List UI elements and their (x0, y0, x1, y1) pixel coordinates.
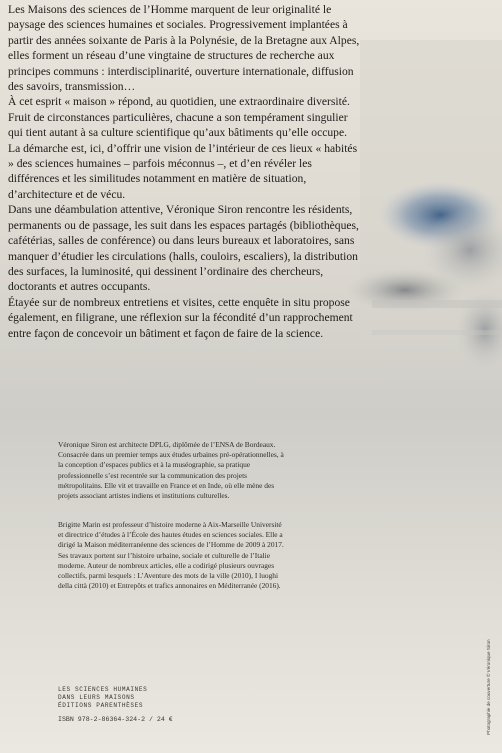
series-title-line: LES SCIENCES HUMAINES (58, 686, 148, 693)
description-paragraph: Les Maisons des sciences de l’Homme marquent de leur originalité le paysage des sciences humaines et sociales. Progressivement implantées à partir des années soixante de Paris à la Polynésie, de la Bretagne aux Alpes, elles forment un réseau d’une vingtaine de structures de recherche aux principes communs : interdisciplinarité, ouverture internationale, diffusion des savoirs, transmission… (8, 3, 360, 94)
isbn-price: ISBN 978-2-86364-324-2 / 24 € (58, 716, 173, 723)
description-paragraph: À cet esprit « maison » répond, au quotidien, une extraordinaire diversité. Fruit de circonstances particulières, chacune a son tempérament singulier qui tient autant à sa culture scientifique qu’aux bâtiments qu’elle occupe. (8, 95, 350, 140)
main-description (8, 2, 363, 341)
description-paragraph: Étayée sur de nombreux entretiens et visites, cette enquête in situ propose également, en filigrane, une réflexion sur la fécondité d’un rapprochement entre façon de concevoir un bâtiment et façon de faire de la science. (8, 295, 353, 340)
series-title-line: DANS LEURS MAISONS (58, 694, 135, 701)
series-block (58, 686, 147, 710)
description-paragraph: La démarche est, ici, d’offrir une vision de l’intérieur de ces lieux « habités » des sciences humaines – parfois méconnus –, et d’en révéler les différences et les similitudes notamment en matière de situation, d’architecture et de vécu. (8, 141, 358, 201)
publisher-name: ÉDITIONS PARENTHÈSES (58, 702, 144, 709)
photo-credit: Photographie de couverture © Véronique Siron (486, 639, 491, 735)
author-bio-siron: Véronique Siron est architecte DPLG, diplômée de l’ENSA de Bordeaux. Consacrée dans un premier temps aux études urbaines pré-opérationnelles, à la conception d’espaces publics et à la muséographie, sa pratique professionnelle s’est recentrée sur la communication des projets métropolitains. Elle vit et travaille en France et en Inde, où elle mène des projets associant artistes indiens et institutions culturelles. (58, 440, 284, 501)
author-bio-marin: Brigitte Marin est professeur d’histoire moderne à Aix-Marseille Université et directrice d’études à l’École des hautes études en sciences sociales. Elle a dirigé la Maison méditerranéenne des sciences de l’Homme de 2009 à 2017. Ses travaux portent sur l’histoire urbaine, sociale et culturelle de l’Italie moderne. Auteur de nombreux articles, elle a codirigé plusieurs ouvrages collectifs, parmi lesquels : L’Aventure des mots de la ville (2010), I luoghi della città (2010) et Entrepôts et trafics annonaires en Méditerranée (2016). (58, 520, 284, 591)
description-paragraph: Dans une déambulation attentive, Véronique Siron rencontre les résidents, permanents ou de passage, les suit dans les espaces partagés (bibliothèques, cafétérias, salles de conférence) ou dans leurs bureaux et laboratoires, sans manquer d’étudier les circulations (halls, couloirs, escaliers), la distribution des surfaces, la luminosité, qui dessinent l’ordinaire des chercheurs, doctorants et autres occupants. (8, 203, 359, 294)
